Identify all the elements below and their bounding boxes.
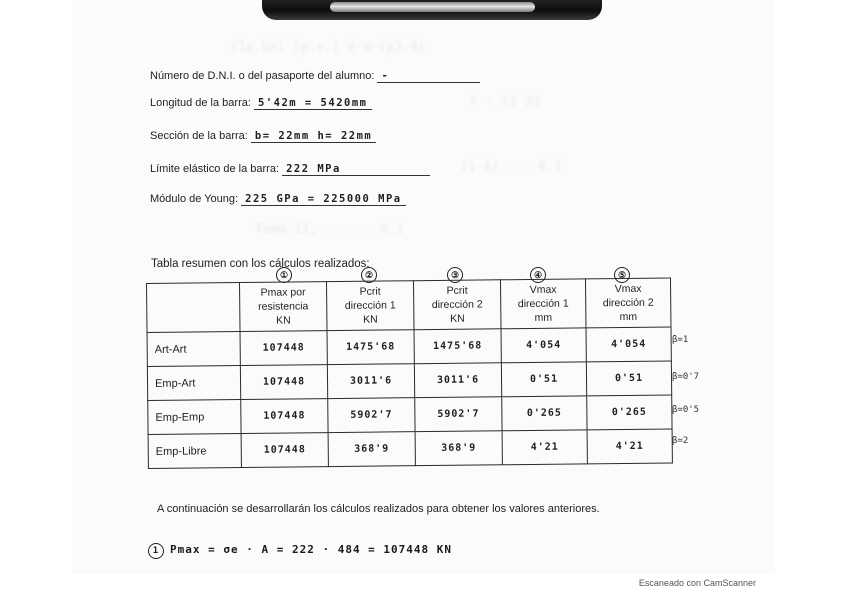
header-text: Vmax dirección 2 mm xyxy=(602,282,654,324)
cell-vmax-2: 4'054 xyxy=(586,327,671,362)
cell-pcrit-1: 1475'68 xyxy=(327,330,414,365)
column-mark: ⑤ xyxy=(614,267,630,283)
header-text: Pcrit dirección 2 KN xyxy=(431,284,483,325)
limite-label: Límite elástico de la barra: xyxy=(150,163,280,175)
summary-table xyxy=(146,278,673,469)
scanner-watermark: Escaneado con CamScanner xyxy=(638,578,756,588)
column-mark: ① xyxy=(276,267,292,283)
cell-vmax-1: 0'265 xyxy=(502,396,587,431)
cell-pcrit-1: 3011'6 xyxy=(327,364,414,399)
limite-field xyxy=(150,163,430,176)
cell-pmax: 107448 xyxy=(240,331,327,366)
bleed-through-text: (1a.bn) (p.s.) V·w·(p3-4) xyxy=(230,40,426,55)
seccion-field xyxy=(150,130,376,143)
beta-note: β=0'5 xyxy=(672,405,700,415)
limite-value: 222 MPa xyxy=(282,163,430,176)
table-header-row xyxy=(147,278,671,332)
cell-vmax-2: 0'51 xyxy=(586,361,671,396)
dni-field xyxy=(150,70,480,83)
bleed-through-text: F · 11 33 xyxy=(470,95,541,110)
beta-note: β=1 xyxy=(672,335,689,345)
longitud-value: 5'42m = 5420mm xyxy=(254,97,372,110)
modulo-label: Módulo de Young: xyxy=(150,193,239,205)
formula-line xyxy=(148,543,452,559)
cell-pmax: 107448 xyxy=(241,399,328,434)
column-mark: ② xyxy=(361,267,377,283)
clipboard-clip-bar xyxy=(330,2,535,12)
cell-pmax: 107448 xyxy=(241,433,328,468)
bleed-through-text: (1-A) · · 0.1 xyxy=(460,160,562,175)
table-row xyxy=(148,429,672,468)
table-row xyxy=(147,361,671,400)
longitud-label: Longitud de la barra: xyxy=(150,97,251,109)
beta-note: β=2 xyxy=(672,436,689,446)
seccion-label: Sección de la barra: xyxy=(150,130,248,142)
table-title: Tabla resumen con los cálculos realizados: xyxy=(151,258,370,270)
table-header-pcrit-1 xyxy=(326,281,414,331)
row-label: Emp-Art xyxy=(147,366,240,401)
table-header-vmax-1 xyxy=(500,279,586,329)
cell-pcrit-2: 3011'6 xyxy=(414,363,501,398)
header-text: Pmax por resistencia KN xyxy=(258,286,309,327)
row-label: Emp-Libre xyxy=(148,434,241,469)
cell-vmax-1: 4'054 xyxy=(501,328,586,363)
cell-pcrit-2: 1475'68 xyxy=(414,329,501,364)
table-row xyxy=(147,327,671,366)
table-header-empty xyxy=(147,283,241,333)
beta-note: β=0'7 xyxy=(672,372,700,382)
cell-pcrit-2: 368'9 xyxy=(415,431,502,466)
table-header-pcrit-2 xyxy=(413,280,501,330)
column-mark: ④ xyxy=(530,267,546,283)
intro-paragraph: A continuación se desarrollarán los cálculos realizados para obtener los valores anteriores. xyxy=(157,503,600,515)
cell-pmax: 107448 xyxy=(240,365,327,400)
cell-pcrit-1: 368'9 xyxy=(328,432,415,467)
dni-value: - xyxy=(377,70,480,83)
header-text: Pcrit dirección 1 KN xyxy=(344,285,396,326)
bleed-through-text: Tomo 11, ...... 0.1 xyxy=(255,222,404,237)
cell-pcrit-1: 5902'7 xyxy=(328,398,415,433)
modulo-value: 225 GPa = 225000 MPa xyxy=(241,193,405,206)
cell-vmax-1: 0'51 xyxy=(501,362,586,397)
cell-pcrit-2: 5902'7 xyxy=(415,397,502,432)
seccion-value: b= 22mm h= 22mm xyxy=(251,130,376,143)
column-mark: ③ xyxy=(447,267,463,283)
cell-vmax-2: 4'21 xyxy=(587,429,672,464)
table-header-vmax-2 xyxy=(585,278,671,328)
cell-vmax-2: 0'265 xyxy=(587,395,672,430)
table-row xyxy=(148,395,672,434)
table-header-pmax xyxy=(240,282,328,332)
formula-number: 1 xyxy=(148,543,164,559)
longitud-field xyxy=(150,97,372,110)
modulo-field xyxy=(150,193,406,206)
row-label: Art-Art xyxy=(147,332,240,367)
dni-label: Número de D.N.I. o del pasaporte del alumno: xyxy=(150,70,375,82)
row-label: Emp-Emp xyxy=(148,400,241,435)
formula-text: Pmax = σe · A = 222 · 484 = 107448 KN xyxy=(170,543,453,556)
header-text: Vmax dirección 1 mm xyxy=(517,283,569,324)
cell-vmax-1: 4'21 xyxy=(502,430,587,465)
